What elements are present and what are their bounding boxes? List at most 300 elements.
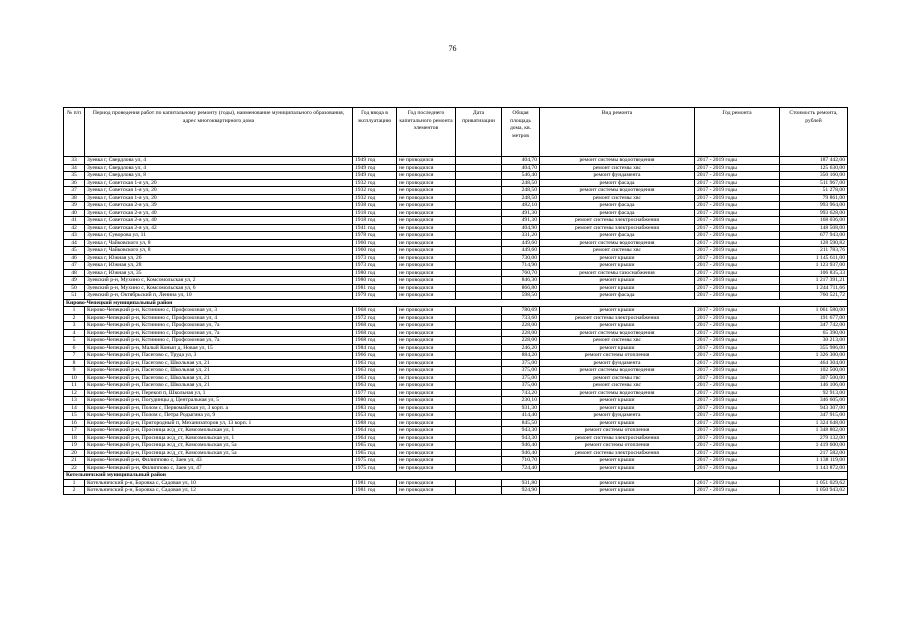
- area-cell: 375,00: [502, 374, 540, 382]
- cost-cell: 102 500,00: [780, 367, 848, 375]
- address-cell: Кирово-Чепецкий р-н, Просница ж/д_ст, Комсомольская ул, 1: [85, 427, 353, 435]
- repair-type-cell: ремонт крыши: [540, 344, 695, 352]
- table-header: [64, 108, 848, 157]
- privatization-cell: [456, 239, 502, 247]
- last-repair-cell: не проводился: [397, 157, 456, 165]
- address-cell: Зуевка г, Южная ул, 35: [85, 269, 353, 277]
- year-built-cell: 1960 год: [353, 247, 397, 255]
- address-cell: Зуевка г, Советская 1-я ул, 20: [85, 194, 353, 202]
- year-built-cell: 1964 год: [353, 427, 397, 435]
- privatization-cell: [456, 322, 502, 330]
- row-number: 50: [64, 284, 85, 292]
- repair-type-cell: ремонт фасада: [540, 179, 695, 187]
- address-cell: Зуевка г, Свердлова ул, 8: [85, 172, 353, 180]
- year-built-cell: 1963 год: [353, 382, 397, 390]
- table-row: [64, 179, 848, 187]
- repair-period-cell: 2017 - 2019 годы: [695, 262, 780, 270]
- cost-cell: 943 307,00: [780, 404, 848, 412]
- area-cell: 248,50: [502, 179, 540, 187]
- section-label: Котельничский муниципальный район: [64, 472, 848, 480]
- repair-period-cell: 2017 - 2019 годы: [695, 449, 780, 457]
- year-built-cell: 1918 год: [353, 217, 397, 225]
- privatization-cell: [456, 427, 502, 435]
- year-built-cell: 1973 год: [353, 262, 397, 270]
- table-row: [64, 352, 848, 360]
- privatization-cell: [456, 254, 502, 262]
- table-row: [64, 157, 848, 165]
- year-built-cell: 1966 год: [353, 352, 397, 360]
- privatization-cell: [456, 224, 502, 232]
- last-repair-cell: не проводился: [397, 217, 456, 225]
- last-repair-cell: не проводился: [397, 172, 456, 180]
- repair-period-cell: 2017 - 2019 годы: [695, 442, 780, 450]
- privatization-cell: [456, 187, 502, 195]
- privatization-cell: [456, 232, 502, 240]
- cost-cell: 168 036,00: [780, 217, 848, 225]
- privatization-cell: [456, 464, 502, 472]
- col-area-header: Общая площадь дома, кв. метров: [502, 108, 540, 157]
- repair-period-cell: 2017 - 2019 годы: [695, 374, 780, 382]
- table-row: [64, 374, 848, 382]
- repair-type-cell: ремонт системы отопления: [540, 442, 695, 450]
- repair-type-cell: ремонт крыши: [540, 284, 695, 292]
- repair-period-cell: 2017 - 2019 годы: [695, 337, 780, 345]
- repair-period-cell: 2017 - 2019 годы: [695, 172, 780, 180]
- repair-type-cell: ремонт крыши: [540, 397, 695, 405]
- repair-type-cell: ремонт системы отопления: [540, 427, 695, 435]
- table-row: [64, 442, 848, 450]
- table-row: [64, 457, 848, 465]
- address-cell: Кирово-Чепецкий р-н, Пасегово с, Труда ул, 3: [85, 352, 353, 360]
- repair-type-cell: ремонт системы электроснабжения: [540, 224, 695, 232]
- table-row: [64, 247, 848, 255]
- address-cell: Кирово-Чепецкий р-н, Просница ж/д_ст, Комсомольская ул, 5а: [85, 442, 353, 450]
- last-repair-cell: не проводился: [397, 322, 456, 330]
- area-cell: 884,20: [502, 352, 540, 360]
- row-number: 5: [64, 337, 85, 345]
- year-built-cell: 1932 год: [353, 194, 397, 202]
- area-cell: 404,70: [502, 164, 540, 172]
- year-built-cell: 1981 год: [353, 284, 397, 292]
- repair-period-cell: 2017 - 2019 годы: [695, 359, 780, 367]
- repair-period-cell: 2017 - 2019 годы: [695, 209, 780, 217]
- repair-type-cell: ремонт системы электроснабжения: [540, 217, 695, 225]
- address-cell: Зуевка г, Советская 2-я ул, 42: [85, 224, 353, 232]
- last-repair-cell: не проводился: [397, 389, 456, 397]
- year-built-cell: 1984 год: [353, 344, 397, 352]
- row-number: 18: [64, 434, 85, 442]
- repair-period-cell: 2017 - 2019 годы: [695, 314, 780, 322]
- repair-period-cell: 2017 - 2019 годы: [695, 187, 780, 195]
- row-number: 51: [64, 292, 85, 300]
- repair-period-cell: 2017 - 2019 годы: [695, 352, 780, 360]
- last-repair-cell: не проводился: [397, 359, 456, 367]
- address-cell: Зуевка г, Советская 1-я ул, 20: [85, 187, 353, 195]
- year-built-cell: 1932 год: [353, 187, 397, 195]
- cost-cell: 1 143 872,00: [780, 464, 848, 472]
- repair-period-cell: 2017 - 2019 годы: [695, 179, 780, 187]
- row-number: 44: [64, 239, 85, 247]
- year-built-cell: 1980 год: [353, 269, 397, 277]
- cost-cell: 279 132,00: [780, 434, 848, 442]
- row-number: 37: [64, 187, 85, 195]
- cost-cell: 993 628,00: [780, 209, 848, 217]
- repair-period-cell: 2017 - 2019 годы: [695, 412, 780, 420]
- repair-type-cell: ремонт системы отопления: [540, 352, 695, 360]
- row-number: 9: [64, 367, 85, 375]
- area-cell: 943,30: [502, 427, 540, 435]
- repair-type-cell: ремонт системы хвс: [540, 164, 695, 172]
- year-built-cell: 1963 год: [353, 359, 397, 367]
- year-built-cell: 1965 год: [353, 442, 397, 450]
- cost-cell: 92 913,00: [780, 389, 848, 397]
- last-repair-cell: не проводился: [397, 487, 456, 495]
- repair-period-cell: 2017 - 2019 годы: [695, 404, 780, 412]
- last-repair-cell: не проводился: [397, 419, 456, 427]
- row-number: 45: [64, 247, 85, 255]
- area-cell: 546,40: [502, 172, 540, 180]
- privatization-cell: [456, 487, 502, 495]
- area-cell: 743,20: [502, 389, 540, 397]
- repair-type-cell: ремонт фундамента: [540, 172, 695, 180]
- repair-period-cell: 2017 - 2019 годы: [695, 389, 780, 397]
- privatization-cell: [456, 404, 502, 412]
- last-repair-cell: не проводился: [397, 232, 456, 240]
- area-cell: 449,60: [502, 247, 540, 255]
- last-repair-cell: не проводился: [397, 314, 456, 322]
- table-row: [64, 269, 848, 277]
- repair-period-cell: 2017 - 2019 годы: [695, 239, 780, 247]
- repair-type-cell: ремонт крыши: [540, 464, 695, 472]
- last-repair-cell: не проводился: [397, 194, 456, 202]
- repair-period-cell: 2017 - 2019 годы: [695, 269, 780, 277]
- privatization-cell: [456, 449, 502, 457]
- last-repair-cell: не проводился: [397, 404, 456, 412]
- repair-period-cell: 2017 - 2019 годы: [695, 202, 780, 210]
- col-repair-type-header: Вид ремонта: [540, 108, 695, 157]
- year-built-cell: 1964 год: [353, 434, 397, 442]
- privatization-cell: [456, 194, 502, 202]
- row-number: 4: [64, 329, 85, 337]
- row-number: 17: [64, 427, 85, 435]
- address-cell: Кирово-Чепецкий р-н, Полом с, Петра Родыгина ул, 9: [85, 412, 353, 420]
- last-repair-cell: не проводился: [397, 224, 456, 232]
- address-cell: Кирово-Чепецкий р-н, Пасегово с, Школьная ул, 21: [85, 359, 353, 367]
- repair-period-cell: 2017 - 2019 годы: [695, 464, 780, 472]
- cost-cell: 347 915,00: [780, 412, 848, 420]
- repair-type-cell: ремонт крыши: [540, 254, 695, 262]
- repair-period-cell: 2017 - 2019 годы: [695, 397, 780, 405]
- area-cell: 491,30: [502, 209, 540, 217]
- area-cell: 375,00: [502, 367, 540, 375]
- year-built-cell: 1963 год: [353, 367, 397, 375]
- last-repair-cell: не проводился: [397, 449, 456, 457]
- row-number: 49: [64, 277, 85, 285]
- repair-type-cell: ремонт крыши: [540, 419, 695, 427]
- privatization-cell: [456, 209, 502, 217]
- repair-type-cell: ремонт системы хвс: [540, 337, 695, 345]
- table-row: [64, 239, 848, 247]
- cost-cell: 125 630,00: [780, 164, 848, 172]
- repair-period-cell: 2017 - 2019 годы: [695, 232, 780, 240]
- address-cell: Кирово-Чепецкий р-н, Полом с, Первомайская ул, 3 корп. а: [85, 404, 353, 412]
- last-repair-cell: не проводился: [397, 479, 456, 487]
- address-cell: Зуевка г, Советская 2-я ул, 39: [85, 202, 353, 210]
- privatization-cell: [456, 292, 502, 300]
- repair-type-cell: ремонт крыши: [540, 479, 695, 487]
- cost-cell: 307 500,00: [780, 374, 848, 382]
- repair-type-cell: ремонт системы хвс: [540, 382, 695, 390]
- repair-type-cell: ремонт системы водоотведения: [540, 329, 695, 337]
- cost-cell: 1 244 711,66: [780, 284, 848, 292]
- address-cell: Зуевский р-н, Мухино с, Комсомольская ул, 6: [85, 284, 353, 292]
- year-built-cell: 1965 год: [353, 449, 397, 457]
- year-built-cell: 1988 год: [353, 419, 397, 427]
- address-cell: Кирово-Чепецкий р-н, Пасегово с, Школьная ул, 21: [85, 374, 353, 382]
- cost-cell: 148 508,00: [780, 224, 848, 232]
- row-number: 16: [64, 419, 85, 427]
- cost-cell: 1 123 937,00: [780, 262, 848, 270]
- cost-cell: 1 217 391,21: [780, 277, 848, 285]
- address-cell: Котельничский р-н, Боровка с, Садовая ул, 12: [85, 487, 353, 495]
- col-year-built-header: Год ввода в эксплуатацию: [353, 108, 397, 157]
- table-row: [64, 262, 848, 270]
- repair-period-cell: 2017 - 2019 годы: [695, 434, 780, 442]
- repair-period-cell: 2017 - 2019 годы: [695, 157, 780, 165]
- last-repair-cell: не проводился: [397, 374, 456, 382]
- cost-cell: 511 967,00: [780, 179, 848, 187]
- row-number: 7: [64, 352, 85, 360]
- privatization-cell: [456, 389, 502, 397]
- cost-cell: 347 742,00: [780, 322, 848, 330]
- address-cell: Зуевка г, Чайковского ул, 8: [85, 247, 353, 255]
- privatization-cell: [456, 412, 502, 420]
- privatization-cell: [456, 479, 502, 487]
- row-number: 3: [64, 322, 85, 330]
- privatization-cell: [456, 457, 502, 465]
- row-number: 42: [64, 224, 85, 232]
- area-cell: 943,30: [502, 434, 540, 442]
- table-row: [64, 389, 848, 397]
- privatization-cell: [456, 442, 502, 450]
- last-repair-cell: не проводился: [397, 269, 456, 277]
- last-repair-cell: не проводился: [397, 187, 456, 195]
- privatization-cell: [456, 382, 502, 390]
- cost-cell: 146 106,00: [780, 382, 848, 390]
- table-row: [64, 254, 848, 262]
- repair-period-cell: 2017 - 2019 годы: [695, 164, 780, 172]
- row-number: 1: [64, 479, 85, 487]
- table-row: [64, 322, 848, 330]
- table-row: [64, 359, 848, 367]
- last-repair-cell: не проводился: [397, 329, 456, 337]
- privatization-cell: [456, 352, 502, 360]
- year-built-cell: 1918 год: [353, 209, 397, 217]
- table-row: [64, 412, 848, 420]
- area-cell: 598,50: [502, 292, 540, 300]
- address-cell: Зуевка г, Советская 1-я ул, 20: [85, 179, 353, 187]
- address-cell: Зуевка г, Свердлова ул, 4: [85, 157, 353, 165]
- last-repair-cell: не проводился: [397, 367, 456, 375]
- cost-cell: 187 442,00: [780, 157, 848, 165]
- repair-type-cell: ремонт фасада: [540, 292, 695, 300]
- year-built-cell: 1981 год: [353, 487, 397, 495]
- area-cell: 946,40: [502, 442, 540, 450]
- last-repair-cell: не проводился: [397, 442, 456, 450]
- repair-type-cell: ремонт системы газоснабжения: [540, 269, 695, 277]
- area-cell: 846,30: [502, 277, 540, 285]
- repair-type-cell: ремонт системы водоотведения: [540, 367, 695, 375]
- repair-type-cell: ремонт системы водоотведения: [540, 157, 695, 165]
- privatization-cell: [456, 329, 502, 337]
- year-built-cell: 1980 год: [353, 277, 397, 285]
- repair-type-cell: ремонт системы водоотведения: [540, 389, 695, 397]
- area-cell: 331,20: [502, 232, 540, 240]
- row-number: 41: [64, 217, 85, 225]
- row-number: 38: [64, 194, 85, 202]
- repair-type-cell: ремонт системы хвс: [540, 194, 695, 202]
- cost-cell: 464 304,00: [780, 359, 848, 367]
- address-cell: Кирово-Чепецкий р-н, Погудинцы д, Центральная ул, 5: [85, 397, 353, 405]
- area-cell: 248,50: [502, 187, 540, 195]
- last-repair-cell: не проводился: [397, 427, 456, 435]
- last-repair-cell: не проводился: [397, 382, 456, 390]
- area-cell: 228,00: [502, 329, 540, 337]
- table-row: [64, 344, 848, 352]
- year-built-cell: 1968 год: [353, 329, 397, 337]
- repair-type-cell: ремонт фундамента: [540, 359, 695, 367]
- address-cell: Зуевский р-н, Октябрьский п, Ленина ул, 10: [85, 292, 353, 300]
- repair-period-cell: 2017 - 2019 годы: [695, 367, 780, 375]
- table-row: [64, 307, 848, 315]
- table-row: [64, 217, 848, 225]
- col-privatization-header: Дата приватизации: [456, 108, 502, 157]
- privatization-cell: [456, 202, 502, 210]
- repair-type-cell: ремонт системы гвс: [540, 374, 695, 382]
- table-row: [64, 487, 848, 495]
- section-header-row: [64, 299, 848, 307]
- page-number: 76: [448, 44, 457, 53]
- row-number: 6: [64, 344, 85, 352]
- table-row: [64, 314, 848, 322]
- area-cell: 931,80: [502, 479, 540, 487]
- cost-cell: 1 326 300,00: [780, 352, 848, 360]
- privatization-cell: [456, 262, 502, 270]
- address-cell: Кирово-Чепецкий р-н, Кстинино с, Профсоюзная ул, 7а: [85, 322, 353, 330]
- address-cell: Кирово-Чепецкий р-н, Просница ж/д_ст, Комсомольская ул, 1: [85, 434, 353, 442]
- row-number: 11: [64, 382, 85, 390]
- repair-type-cell: ремонт крыши: [540, 307, 695, 315]
- last-repair-cell: не проводился: [397, 464, 456, 472]
- row-number: 22: [64, 464, 85, 472]
- area-cell: 845,50: [502, 419, 540, 427]
- col-last-repair-header: Год последнего капитального ремонта элементов: [397, 108, 456, 157]
- area-cell: 760,70: [502, 269, 540, 277]
- cost-cell: 346 605,00: [780, 397, 848, 405]
- table-row: [64, 224, 848, 232]
- table-row: [64, 172, 848, 180]
- cost-cell: 1 051 029,62: [780, 479, 848, 487]
- last-repair-cell: не проводился: [397, 254, 456, 262]
- address-cell: Зуевка г, Свердлова ул, 4: [85, 164, 353, 172]
- table-row: [64, 367, 848, 375]
- cost-cell: 51 278,00: [780, 187, 848, 195]
- cost-cell: 1 348 802,00: [780, 427, 848, 435]
- year-built-cell: 1963 год: [353, 374, 397, 382]
- table-row: [64, 202, 848, 210]
- address-cell: Зуевка г, Южная ул, 26: [85, 254, 353, 262]
- repair-period-cell: 2017 - 2019 годы: [695, 292, 780, 300]
- row-number: 40: [64, 209, 85, 217]
- row-number: 48: [64, 269, 85, 277]
- table-row: [64, 397, 848, 405]
- row-number: 14: [64, 404, 85, 412]
- year-built-cell: 1977 год: [353, 389, 397, 397]
- last-repair-cell: не проводился: [397, 344, 456, 352]
- area-cell: 724,40: [502, 464, 540, 472]
- section-header-row: [64, 472, 848, 480]
- area-cell: 228,00: [502, 337, 540, 345]
- address-cell: Кирово-Чепецкий р-н, Малый Конып д, Новая ул, 15: [85, 344, 353, 352]
- cost-cell: 65 390,00: [780, 329, 848, 337]
- cost-cell: 211 783,76: [780, 247, 848, 255]
- privatization-cell: [456, 374, 502, 382]
- address-cell: Кирово-Чепецкий р-н, Кстинино с, Профсоюзная ул, 7а: [85, 337, 353, 345]
- privatization-cell: [456, 164, 502, 172]
- year-built-cell: 1979 год: [353, 292, 397, 300]
- cost-cell: 106 835,33: [780, 269, 848, 277]
- col-number-header: № п/п: [64, 108, 85, 157]
- row-number: 46: [64, 254, 85, 262]
- address-cell: Кирово-Чепецкий р-н, Кстинино с, Профсоюзная ул, 3: [85, 307, 353, 315]
- repair-type-cell: ремонт системы водоотведения: [540, 239, 695, 247]
- year-built-cell: 1938 год: [353, 202, 397, 210]
- cost-cell: 1 145 611,00: [780, 254, 848, 262]
- repair-type-cell: ремонт крыши: [540, 277, 695, 285]
- table-row: [64, 427, 848, 435]
- privatization-cell: [456, 337, 502, 345]
- row-number: 8: [64, 359, 85, 367]
- repair-type-cell: ремонт системы хвс: [540, 247, 695, 255]
- last-repair-cell: не проводился: [397, 337, 456, 345]
- row-number: 20: [64, 449, 85, 457]
- repair-type-cell: ремонт фасада: [540, 232, 695, 240]
- row-number: 36: [64, 179, 85, 187]
- privatization-cell: [456, 172, 502, 180]
- table-row: [64, 382, 848, 390]
- repair-type-cell: ремонт системы электроснабжения: [540, 449, 695, 457]
- privatization-cell: [456, 157, 502, 165]
- col-cost-header: Стоимость ремонта, рублей: [780, 108, 848, 157]
- address-cell: Зуевка г, Суворова ул, 11: [85, 232, 353, 240]
- year-built-cell: 1980 год: [353, 397, 397, 405]
- privatization-cell: [456, 284, 502, 292]
- repair-period-cell: 2017 - 2019 годы: [695, 322, 780, 330]
- address-cell: Кирово-Чепецкий р-н, Филиппово с, Заеи ул, 43: [85, 457, 353, 465]
- repair-type-cell: ремонт крыши: [540, 404, 695, 412]
- cost-cell: 191 677,00: [780, 314, 848, 322]
- row-number: 35: [64, 172, 85, 180]
- repair-type-cell: ремонт системы водоотведения: [540, 187, 695, 195]
- last-repair-cell: не проводился: [397, 412, 456, 420]
- address-cell: Зуевка г, Южная ул, 28: [85, 262, 353, 270]
- repair-period-cell: 2017 - 2019 годы: [695, 382, 780, 390]
- table-row: [64, 292, 848, 300]
- table-row: [64, 479, 848, 487]
- area-cell: 730,00: [502, 254, 540, 262]
- area-cell: 710,70: [502, 457, 540, 465]
- area-cell: 924,90: [502, 487, 540, 495]
